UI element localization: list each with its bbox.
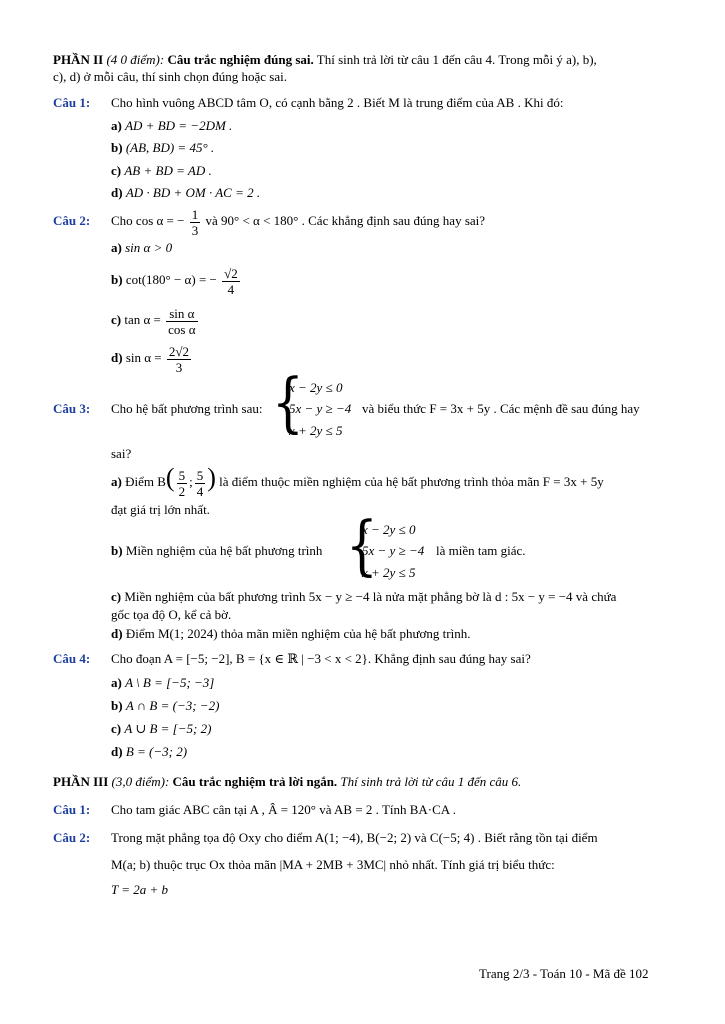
q3-option-a-end: đạt giá trị lớn nhất. [111, 502, 210, 517]
part2-header: PHẦN II (4 0 điểm): Câu trắc nghiệm đúng sai. Thí sinh trả lời từ câu 1 đến câu 4. Trong mỗi ý a), b), [53, 52, 597, 67]
q2-option-a: a) sin α > 0 [111, 240, 173, 255]
q1-option-d: d) AD · BD + OM · AC = 2 . [111, 185, 261, 200]
q3-b-sys-line2: 5x − y ≥ −4 [362, 543, 425, 558]
p3q2-line1: Trong mặt phẳng tọa độ Oxy cho điểm A(1; −4), B(−2; 2) và C(−5; 4) . Biết rằng tồn tại điểm [111, 830, 598, 845]
q2-stem: Cho cos α = − $\frac{1}{3}$ và 90° < α < 180° . Các khẳng định sau đúng hay sai? [111, 206, 486, 238]
q2-option-c: c) tan α = $\frac{\text{sin α}}{\text{cos α}}$ [111, 305, 196, 337]
q1-number: Câu 1: [53, 95, 91, 110]
q1-option-c: c) AB + BD = AD . [111, 163, 212, 178]
q3-sys-line2: 5x − y ≥ −4 [289, 401, 352, 416]
q3-option-d: d) Điểm M(1; 2024) thỏa mãn miền nghiệm của hệ bất phương trình. [111, 626, 471, 641]
q1-option-a: a) AD + BD = −2DM . [111, 118, 233, 133]
q3-option-a: a) Điểm B( $\frac{5}{2}$ ; $\frac{5}{4}$ ) là điểm thuộc miền nghiệm của hệ bất phương trình thỏa mãn F = 3x + 5y [111, 463, 604, 499]
q3-option-b-post: là miền tam giác. [436, 543, 526, 558]
q4-stem: Cho đoạn A = [−5; −2], B = {x ∈ ℝ | −3 < x < 2}. Khẳng định sau đúng hay sai? [111, 651, 531, 666]
q4-option-c: c) A ∪ B = [−5; 2) [111, 721, 212, 736]
q3-b-sys-line1: x − 2y ≤ 0 [362, 522, 416, 537]
q3-system-brace: { [272, 364, 304, 441]
part3-header: PHẦN III (3,0 điểm): Câu trắc nghiệm trả lời ngắn. Thí sinh trả lời từ câu 1 đến câu 6. [53, 774, 522, 789]
q3-number: Câu 3: [53, 401, 91, 416]
q2-number: Câu 2: [53, 213, 91, 228]
q3-stem-post: và biểu thức F = 3x + 5y . Các mệnh đề sau đúng hay [362, 401, 640, 416]
q4-number: Câu 4: [53, 651, 91, 666]
q4-option-a: a) A \ B = [−5; −3] [111, 675, 215, 690]
page-footer: Trang 2/3 - Toán 10 - Mã đề 102 [479, 966, 649, 981]
q3-sys-line1: x − 2y ≤ 0 [289, 380, 343, 395]
p3q2-line2: M(a; b) thuộc trục Ox thỏa mãn |MA + 2MB + 3MC| nhỏ nhất. Tính giá trị biểu thức: [111, 857, 555, 872]
q3-option-b: b) Miền nghiệm của hệ bất phương trình [111, 543, 323, 558]
p3q1-text: Cho tam giác ABC cân tại A , Â = 120° và AB = 2 . Tính BA·CA . [111, 802, 456, 817]
p3q1-number: Câu 1: [53, 802, 91, 817]
q3-b-sys-line3: x + 2y ≤ 5 [362, 565, 416, 580]
q2-option-b: b) cot(180° − α) = − $\frac{√2}{4}$ [111, 265, 238, 297]
q1-stem: Cho hình vuông ABCD tâm O, có cạnh bằng 2 . Biết M là trung điểm của AB . Khi đó: [111, 95, 564, 110]
q4-option-b: b) A ∩ B = (−3; −2) [111, 698, 220, 713]
q3-stem-end: sai? [111, 446, 132, 461]
p3q2-line3: T = 2a + b [111, 882, 169, 897]
q3-b-brace: { [346, 507, 378, 584]
p3q2-number: Câu 2: [53, 830, 91, 845]
q4-option-d: d) B = (−3; 2) [111, 744, 188, 759]
q1-option-b: b) (AB, BD) = 45° . [111, 140, 215, 155]
q2-stem-fraction: $\frac{1}{3}$ [191, 206, 199, 238]
q3-option-c: c) Miền nghiệm của bất phương trình 5x − y ≥ −4 là nửa mặt phẳng bờ là d : 5x − y = −4 và chứa [111, 589, 617, 604]
part2-instr-line2: c), d) ở mỗi câu, thí sinh chọn đúng hoặc sai. [53, 69, 287, 84]
q3-sys-line3: x + 2y ≤ 5 [289, 423, 343, 438]
q2-option-d: d) sin α = $\frac{2√2}{3}$ [111, 343, 190, 375]
q3-stem-pre: Cho hệ bất phương trình sau: [111, 401, 263, 416]
q3-option-c-line2: gốc tọa độ O, kể cả bờ. [111, 607, 232, 622]
